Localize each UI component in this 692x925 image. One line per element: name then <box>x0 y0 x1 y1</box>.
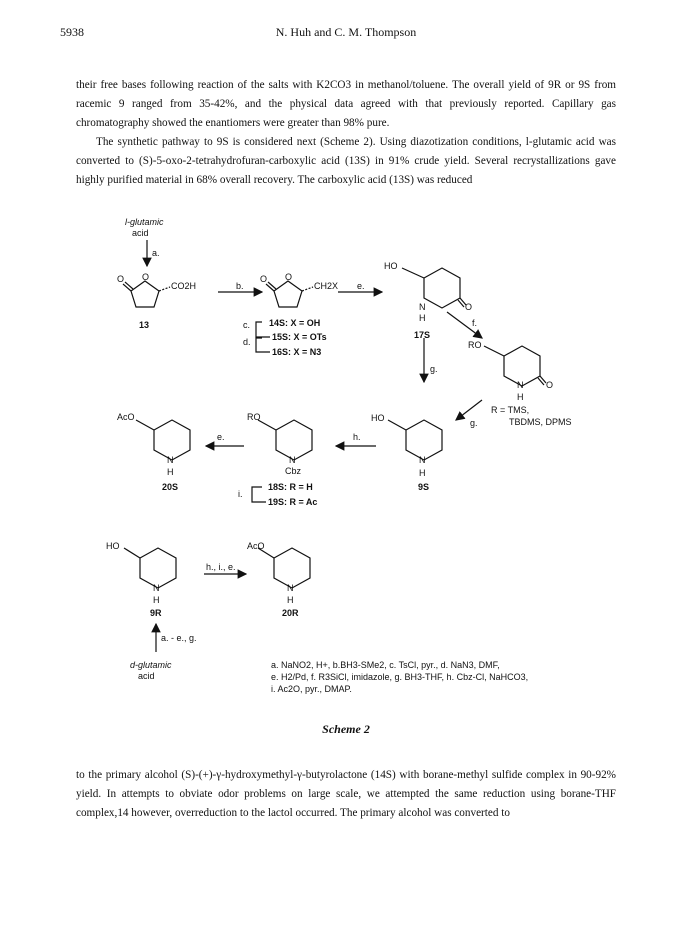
compound-label-16s: 16S: X = N3 <box>272 347 322 357</box>
atom-ho-17s: HO <box>384 261 398 271</box>
running-header-authors: N. Huh and C. M. Thompson <box>275 25 417 39</box>
arrow-g-diag <box>456 400 482 420</box>
page-number: 5938 <box>60 25 84 39</box>
step-g-label-down: g. <box>430 364 438 374</box>
reagents-line-2: e. H2/Pd, f. R3SiCl, imidazole, g. BH3-THF, h. Cbz-Cl, NaHCO3, <box>271 672 529 682</box>
atom-ho-9s: HO <box>371 413 385 423</box>
r-definition-2: TBDMS, DPMS <box>509 417 572 427</box>
step-h-label: h. <box>353 432 361 442</box>
atom-h-20r: H <box>287 595 294 605</box>
atom-h-17s: H <box>419 313 426 323</box>
compound-label-18s: 18S: R = H <box>268 482 313 492</box>
atom-h-20s: H <box>167 467 174 477</box>
paragraph-3: to the primary alcohol (S)-(+)-γ-hydroxymethyl-γ-butyrolactone (14S) with borane-methyl sulfide complex in 90-92% yield. In attempts to obviate odor problems on large scale, we attempted the same reduction using borane-THF complex,14 however, overreduction to the lactol occurred. The primary alcohol was converted to <box>76 769 616 819</box>
compound-label-15s: 15S: X = OTs <box>272 332 327 342</box>
end-material-label-bottom: acid <box>138 671 155 681</box>
atom-ch2x: CH2X <box>314 281 339 291</box>
atom-o-protected: O <box>546 380 554 390</box>
steps-bottom-label: a. - e., g. <box>161 633 197 643</box>
step-b-label: b. <box>236 281 244 291</box>
bracket-d <box>256 338 270 352</box>
compound-label-9r: 9R <box>150 608 162 618</box>
atom-n-20s: N <box>167 455 174 465</box>
step-f-label: f. <box>472 318 478 328</box>
piperidine-20s <box>136 420 190 460</box>
atom-h-9s: H <box>419 468 426 478</box>
compound-label-20r: 20R <box>282 608 299 618</box>
lactone-14s <box>266 281 313 307</box>
step-e-label-top: e. <box>357 281 365 291</box>
atom-cbz: Cbz <box>285 466 302 476</box>
atom-n-20r: N <box>287 583 294 593</box>
bracket-c <box>256 322 270 337</box>
atom-co2h: CO2H <box>171 281 197 291</box>
bracket-i <box>252 487 266 502</box>
compound-label-9s: 9S <box>418 482 430 492</box>
lactone-13 <box>123 281 170 307</box>
compound-label-13: 13 <box>139 320 150 330</box>
piperidine-9s <box>388 420 442 460</box>
atom-n-17s: N <box>419 302 426 312</box>
steps-9r-to-20r: h., i., e. <box>206 562 236 572</box>
atom-h-9r: H <box>153 595 160 605</box>
start-material-label-top: l-glutamic <box>125 217 164 227</box>
step-e-label-left: e. <box>217 432 225 442</box>
atom-o-14s: O <box>260 274 268 284</box>
reagents-line-1: a. NaNO2, H+, b.BH3-SMe2, c. TsCl, pyr., d. NaN3, DMF, <box>271 660 500 670</box>
atom-n-protected: N <box>517 380 524 390</box>
atom-aco-20s: AcO <box>117 412 135 422</box>
atom-ro-18s: RO <box>247 412 261 422</box>
piperidine-18s <box>258 420 312 460</box>
paragraph-1: their free bases following reaction of the salts with K2CO3 in methanol/toluene. The overall yield of 9R or 9S from racemic 9 ranged from 35-42%, and the physical data agreed with that previously reported. Capillary gas chromatography showed the enantiomers were greater than 98% pure. <box>76 79 616 129</box>
piperidine-9r <box>124 548 176 588</box>
reagents-line-3: i. Ac2O, pyr., DMAP. <box>271 684 352 694</box>
start-material-label-bottom: acid <box>132 228 149 238</box>
piperidine-20r <box>258 548 310 588</box>
atom-n-18s: N <box>289 455 296 465</box>
compound-label-19s: 19S: R = Ac <box>268 497 318 507</box>
atom-n-9s: N <box>419 455 426 465</box>
r-definition-1: R = TMS, <box>491 405 530 415</box>
step-i-label: i. <box>238 489 243 499</box>
atom-o-13: O <box>117 274 125 284</box>
compound-label-14s: 14S: X = OH <box>269 318 321 328</box>
piperidinone-17s <box>402 268 466 308</box>
atom-n-9r: N <box>153 583 160 593</box>
atom-h-protected: H <box>517 392 524 402</box>
atom-o-14s-ring: O <box>285 272 293 282</box>
scheme-caption: Scheme 2 <box>322 722 370 736</box>
step-g-label-diag: g. <box>470 418 478 428</box>
paragraph-2: The synthetic pathway to 9S is considered next (Scheme 2). Using diazotization conditions, l-glutamic acid was converted to (S)-5-oxo-2-tetrahydrofuran-carboxylic acid (13S) in 91% crude yield. Several recrystallizations gave highly purified material in 68% overall recovery. The carboxylic acid (13S) was reduced <box>76 136 616 186</box>
step-a-label: a. <box>152 248 160 258</box>
step-d-label: d. <box>243 337 251 347</box>
atom-o-17s: O <box>465 302 473 312</box>
compound-label-20s: 20S <box>162 482 179 492</box>
atom-ho-9r: HO <box>106 541 120 551</box>
atom-aco-20r: AcO <box>247 541 265 551</box>
compound-label-17s: 17S <box>414 330 431 340</box>
atom-o-13-ring: O <box>142 272 150 282</box>
atom-ro-protected: RO <box>468 340 482 350</box>
step-c-label: c. <box>243 320 251 330</box>
end-material-label-top: d-glutamic <box>130 660 172 670</box>
piperidinone-protected <box>484 346 546 386</box>
